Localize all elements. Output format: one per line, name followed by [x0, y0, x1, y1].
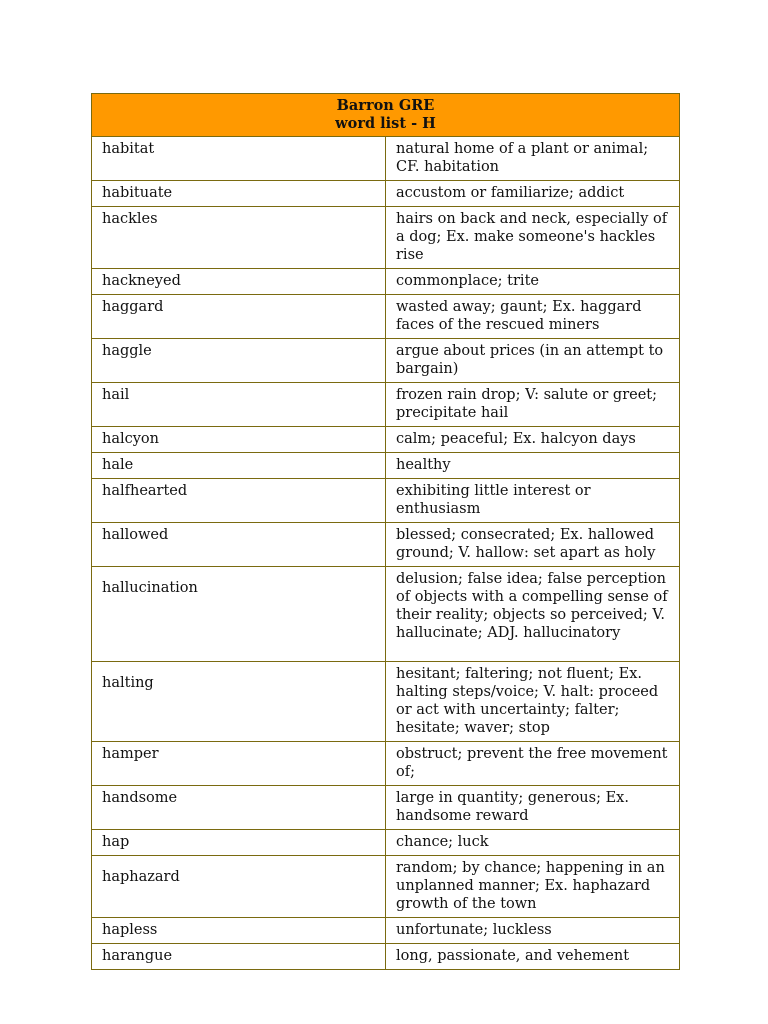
word-cell: haggle [92, 339, 386, 383]
word-cell: handsome [92, 786, 386, 830]
table-row [92, 479, 680, 523]
definition-cell: natural home of a plant or animal; CF. habitation [386, 137, 680, 181]
table-row [92, 918, 680, 944]
definition-cell: hairs on back and neck, especially of a dog; Ex. make someone's hackles rise [386, 207, 680, 269]
table-row [92, 830, 680, 856]
definition-cell: obstruct; prevent the free movement of; [386, 742, 680, 786]
word-cell: harangue [92, 944, 386, 970]
table-row [92, 181, 680, 207]
table-row [92, 137, 680, 181]
definition-cell: chance; luck [386, 830, 680, 856]
table-row [92, 269, 680, 295]
word-cell: hackneyed [92, 269, 386, 295]
definition-cell: blessed; consecrated; Ex. hallowed ground; V. hallow: set apart as holy [386, 523, 680, 567]
table-row [92, 339, 680, 383]
table-row [92, 567, 680, 662]
definition-cell: large in quantity; generous; Ex. handsome reward [386, 786, 680, 830]
definition-cell: argue about prices (in an attempt to bargain) [386, 339, 680, 383]
word-cell: halting [92, 662, 386, 742]
word-cell: hale [92, 453, 386, 479]
definition-cell: long, passionate, and vehement [386, 944, 680, 970]
table-row [92, 207, 680, 269]
word-cell: haggard [92, 295, 386, 339]
word-cell: habituate [92, 181, 386, 207]
word-cell: hackles [92, 207, 386, 269]
definition-cell: frozen rain drop; V: salute or greet; precipitate hail [386, 383, 680, 427]
definition-cell: calm; peaceful; Ex. halcyon days [386, 427, 680, 453]
table-title [92, 94, 680, 137]
title-line-2: word list - H [335, 115, 436, 132]
word-list-table [91, 93, 680, 970]
table-row [92, 742, 680, 786]
table-row [92, 383, 680, 427]
definition-cell: random; by chance; happening in an unplanned manner; Ex. haphazard growth of the town [386, 856, 680, 918]
definition-cell: unfortunate; luckless [386, 918, 680, 944]
definition-cell: exhibiting little interest or enthusiasm [386, 479, 680, 523]
definition-cell: wasted away; gaunt; Ex. haggard faces of the rescued miners [386, 295, 680, 339]
title-line-1: Barron GRE [336, 97, 435, 114]
word-cell: hail [92, 383, 386, 427]
definition-cell: hesitant; faltering; not fluent; Ex. halting steps/voice; V. halt: proceed or act with uncertainty; falter; hesitate; waver; stop [386, 662, 680, 742]
table-row [92, 856, 680, 918]
word-cell: hallucination [92, 567, 386, 662]
word-cell: halfhearted [92, 479, 386, 523]
word-cell: hap [92, 830, 386, 856]
table-row [92, 295, 680, 339]
table-row [92, 662, 680, 742]
table-row [92, 944, 680, 970]
table-row [92, 523, 680, 567]
table-row [92, 427, 680, 453]
word-cell: halcyon [92, 427, 386, 453]
word-cell: haphazard [92, 856, 386, 918]
definition-cell: delusion; false idea; false perception of objects with a compelling sense of their reality; objects so perceived; V. hallucinate; ADJ. hallucinatory [386, 567, 680, 662]
table-row [92, 453, 680, 479]
table-header-row [92, 94, 680, 137]
word-cell: hapless [92, 918, 386, 944]
definition-cell: commonplace; trite [386, 269, 680, 295]
word-list-sheet [91, 93, 679, 970]
definition-cell: accustom or familiarize; addict [386, 181, 680, 207]
table-row [92, 786, 680, 830]
definition-cell: healthy [386, 453, 680, 479]
word-cell: hallowed [92, 523, 386, 567]
word-cell: habitat [92, 137, 386, 181]
word-cell: hamper [92, 742, 386, 786]
